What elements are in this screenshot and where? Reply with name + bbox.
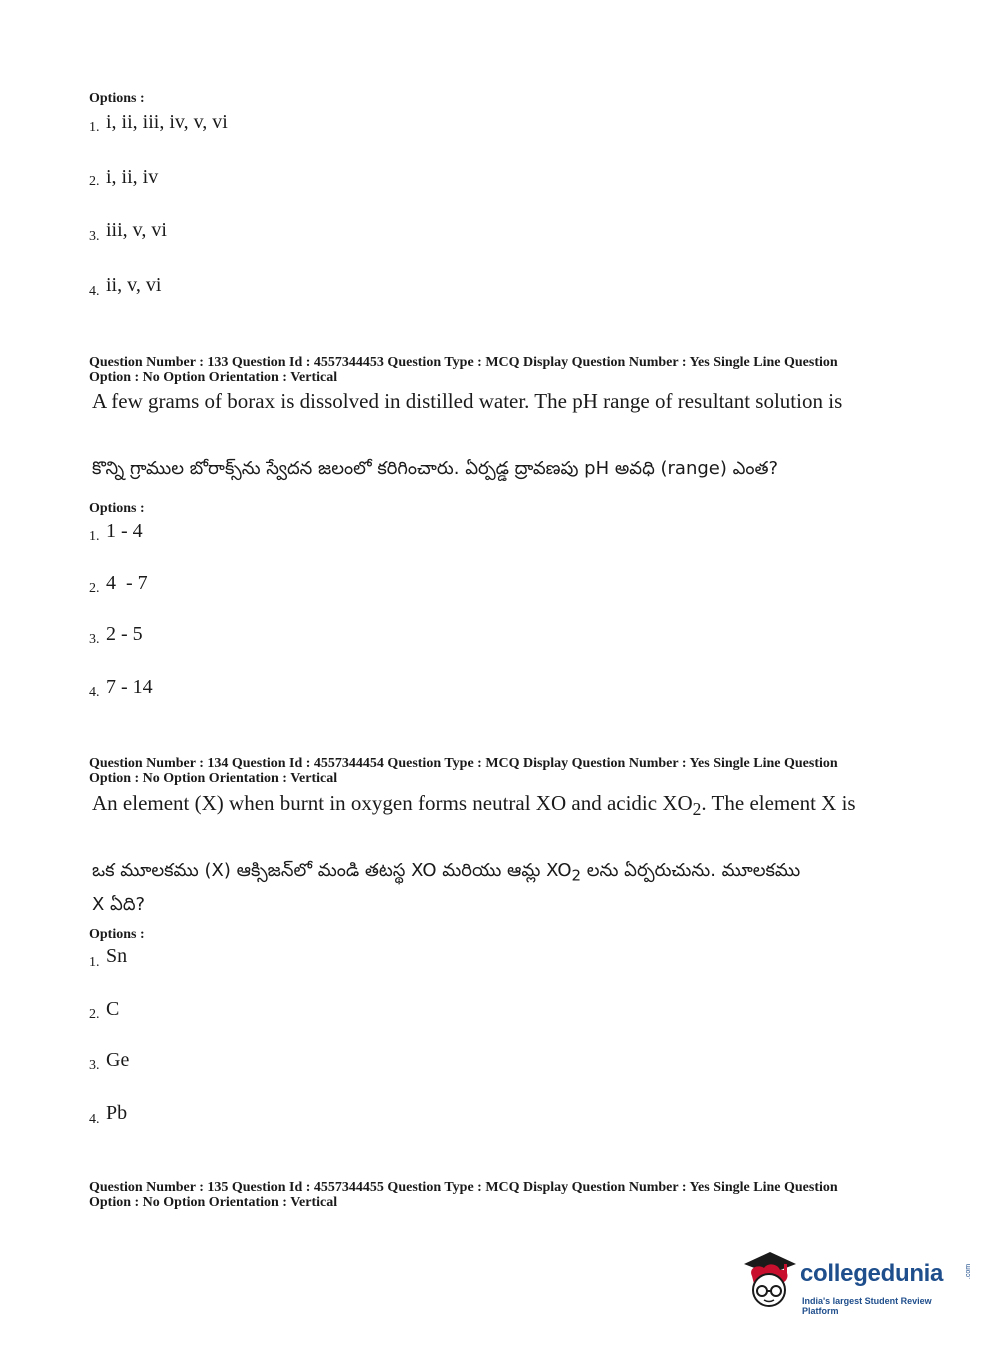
option-number: 3.: [89, 1058, 100, 1073]
logo-com-text: .com: [965, 1263, 973, 1280]
option-number: 2.: [89, 1007, 100, 1022]
logo-brand-text: collegedunia: [800, 1260, 944, 1287]
question-135-meta-line2: Option : No Option Orientation : Vertical: [89, 1195, 338, 1210]
option-text: C: [106, 998, 120, 1020]
option-number: 4.: [89, 1112, 100, 1127]
option-text: 7 - 14: [106, 676, 153, 698]
question-134-text-te-line1: ఒక మూలకము (X) ఆక్సిజన్‌లో మండి తటస్థ XO మరియు ఆమ్ల $XO_2$ లను ఏర్పరుచును. మూలకము: [92, 860, 801, 885]
option-number: 1.: [89, 955, 100, 970]
question-134-meta-line2: Option : No Option Orientation : Vertical: [89, 771, 338, 786]
option-text: 1 - 4: [106, 520, 143, 542]
option-number: 2.: [89, 581, 100, 596]
option-number: 1.: [89, 529, 100, 544]
collegedunia-logo: [740, 1248, 973, 1318]
question-133-meta-line1: Question Number : 133 Question Id : 4557344453 Question Type : MCQ Display Question Number : Yes Single Line Question: [89, 355, 838, 370]
option-text: i, ii, iii, iv, v, vi: [106, 111, 228, 133]
option-number: 4.: [89, 685, 100, 700]
question-135-meta-line1: Question Number : 135 Question Id : 4557344455 Question Type : MCQ Display Question Number : Yes Single Line Question: [89, 1180, 838, 1195]
option-number: 2.: [89, 174, 100, 189]
question-133-meta-line2: Option : No Option Orientation : Vertical: [89, 370, 338, 385]
option-number: 3.: [89, 229, 100, 244]
question-133-text-en: A few grams of borax is dissolved in distilled water. The pH range of resultant solution is: [92, 389, 843, 413]
mascot-icon: [740, 1250, 798, 1314]
question-133-text-te: కొన్ని గ్రాముల బోరాక్స్‌ను స్వేదన జలంలో కరిగించారు. ఏర్పడ్డ ద్రావణపు pH అవధి (range) ఎంత?: [92, 458, 779, 479]
options-label: Options :: [89, 927, 145, 942]
option-text: 4 - 7: [106, 572, 148, 594]
question-134-text-en: An element (X) when burnt in oxygen forms neutral XO and acidic $XO_2$. The element X is: [92, 791, 856, 820]
option-text: 2 - 5: [106, 623, 143, 645]
option-text: ii, v, vi: [106, 274, 162, 296]
option-text: Pb: [106, 1102, 128, 1124]
options-label: Options :: [89, 501, 145, 516]
option-number: 4.: [89, 284, 100, 299]
option-text: Sn: [106, 945, 128, 967]
option-number: 1.: [89, 120, 100, 135]
question-134-meta-line1: Question Number : 134 Question Id : 4557344454 Question Type : MCQ Display Question Number : Yes Single Line Question: [89, 756, 838, 771]
logo-tagline: India's largest Student Review Platform: [802, 1296, 932, 1316]
option-text: iii, v, vi: [106, 219, 167, 241]
question-134-text-te-line2: X ఏది?: [92, 894, 146, 915]
option-text: i, ii, iv: [106, 166, 159, 188]
option-number: 3.: [89, 632, 100, 647]
options-label: Options :: [89, 91, 145, 106]
option-text: Ge: [106, 1049, 130, 1071]
